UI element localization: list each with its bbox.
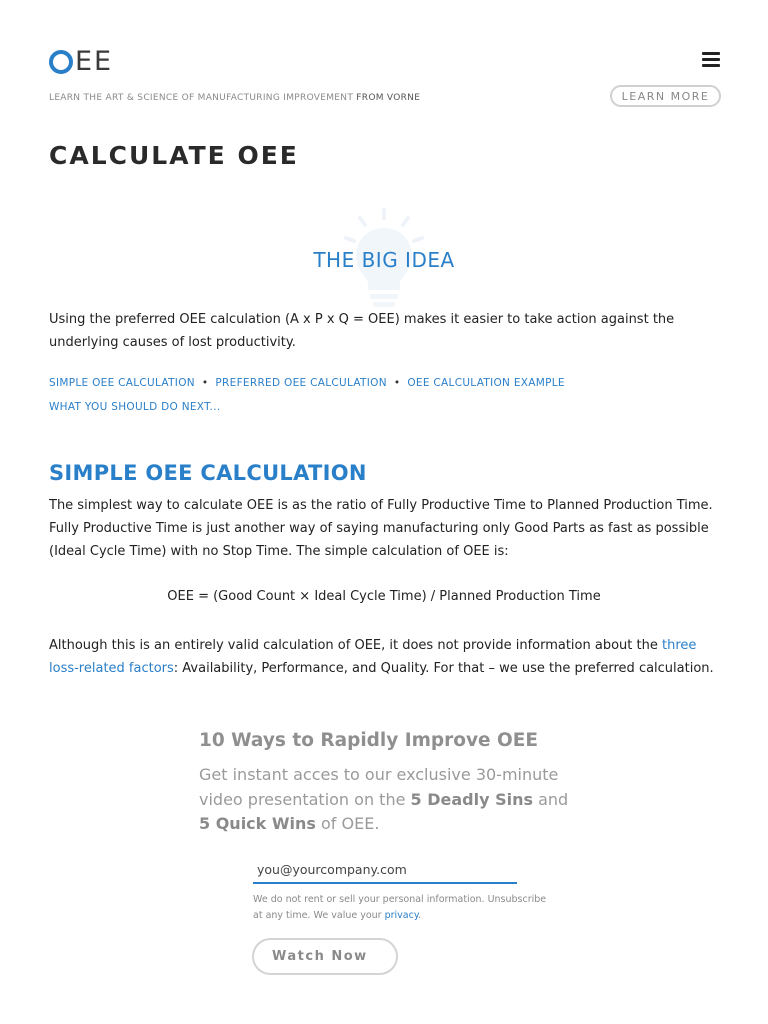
logo-o-mark <box>49 50 73 74</box>
hamburger-menu-icon[interactable] <box>702 52 720 68</box>
oee-logo[interactable] <box>49 48 113 76</box>
outro-before: Although this is an entirely valid calculation of OEE, it does not provide information about the <box>49 638 662 653</box>
toc-link-example[interactable]: OEE CALCULATION EXAMPLE <box>407 377 565 389</box>
privacy-notice <box>253 892 553 924</box>
toc-separator: • <box>393 377 401 389</box>
cta-desc-3: of OEE. <box>315 814 380 833</box>
watch-now-button[interactable]: Watch Now <box>252 938 398 975</box>
privacy-link[interactable]: privacy <box>384 910 419 921</box>
section-intro-text: The simplest way to calculate OEE is as the ratio of Fully Productive Time to Planned Production Time. Fully Productive Time is just another way of saying manufacturing only Good Parts as fast as possible (Ideal Cycle Time) with no Stop Time. The simple calculation of OEE is: <box>49 498 713 559</box>
section-outro-text <box>49 634 723 680</box>
email-field[interactable] <box>253 856 517 884</box>
cta-title: 10 Ways to Rapidly Improve OEE <box>199 730 539 751</box>
logo-text: EE <box>75 46 114 77</box>
section-heading-simple-oee: SIMPLE OEE CALCULATION <box>49 461 367 485</box>
page-title: CALCULATE OEE <box>49 141 299 170</box>
big-idea-heading: THE BIG IDEA <box>313 248 455 272</box>
loss-factors-link[interactable]: three loss-related factors <box>49 638 697 676</box>
privacy-end: . <box>418 910 422 921</box>
toc-row-1 <box>49 377 565 389</box>
toc-link-preferred[interactable]: PREFERRED OEE CALCULATION <box>215 377 387 389</box>
toc-link-simple[interactable]: SIMPLE OEE CALCULATION <box>49 377 195 389</box>
tagline-text: LEARN THE ART & SCIENCE OF MANUFACTURING IMPROVEMENT <box>49 93 354 103</box>
big-idea-text: Using the preferred OEE calculation (A x P x Q = OEE) makes it easier to take action against the underlying causes of lost productivity. <box>49 312 675 350</box>
cta-desc-bold-1: 5 Deadly Sins <box>410 789 534 809</box>
cta-description <box>199 763 569 837</box>
site-tagline <box>49 93 420 103</box>
cta-desc-1: Get instant acces to our exclusive 30-minute video presentation on the <box>199 765 559 809</box>
learn-more-button[interactable]: LEARN MORE <box>610 85 721 107</box>
privacy-text: We do not rent or sell your personal information. Unsubscribe at any time. We value your <box>253 894 547 921</box>
toc-separator: • <box>201 377 209 389</box>
outro-after: : Availability, Performance, and Quality. For that – we use the preferred calculation. <box>173 661 714 676</box>
toc-row-2 <box>49 401 220 413</box>
oee-formula: OEE = (Good Count × Ideal Cycle Time) / Planned Production Time <box>167 589 601 604</box>
tagline-brand[interactable]: FROM VORNE <box>356 93 421 103</box>
cta-desc-2: and <box>533 789 569 809</box>
cta-desc-bold-2: 5 Quick Wins <box>199 814 316 833</box>
toc-link-next[interactable]: WHAT YOU SHOULD DO NEXT... <box>49 401 221 413</box>
